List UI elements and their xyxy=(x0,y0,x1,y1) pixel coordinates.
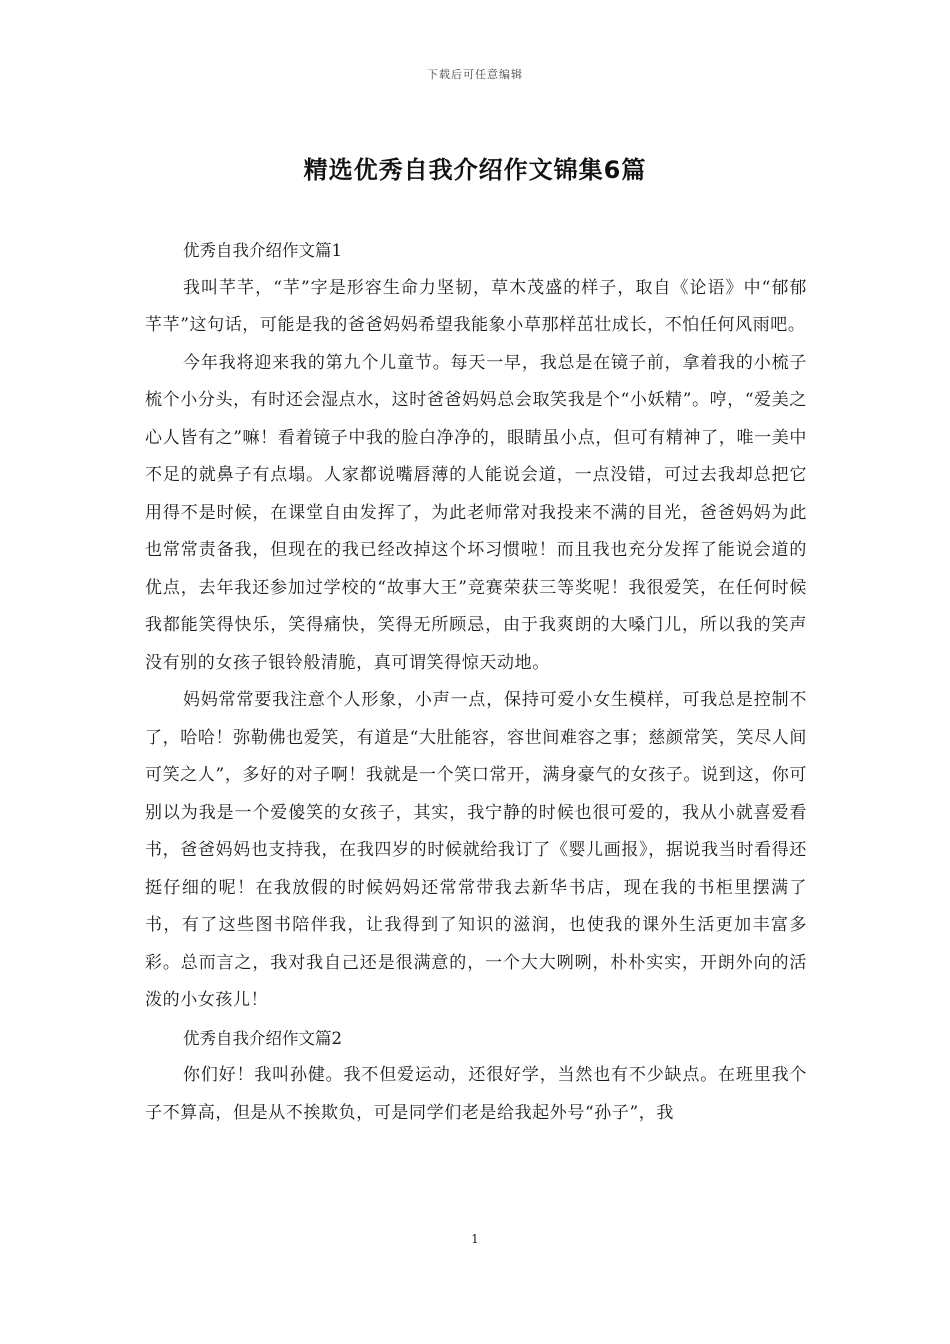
section-heading: 优秀自我介绍作文篇2 xyxy=(183,1028,342,1048)
document-title: 精选优秀自我介绍作文锦集6篇 xyxy=(303,156,647,184)
document-body xyxy=(145,232,807,1132)
paragraph: 你们好！我叫孙健。我不但爱运动，还很好学，当然也有不少缺点。在班里我个子不算高，但是从不挨欺负，可是同学们老是给我起外号“孙子”，我 xyxy=(145,1065,807,1123)
page-number: 1 xyxy=(471,1232,479,1246)
paragraph: 我叫芊芊，“芊”字是形容生命力坚韧，草木茂盛的样子，取自《论语》中“郁郁芊芊”这句话，可能是我的爸爸妈妈希望我能象小草那样茁壮成长，不怕任何风雨吧。 xyxy=(145,277,807,335)
section-heading: 优秀自我介绍作文篇1 xyxy=(183,241,342,260)
paragraph: 今年我将迎来我的第九个儿童节。每天一早，我总是在镜子前，拿着我的小梳子梳个小分头，有时还会湿点水，这时爸爸妈妈总会取笑我是个“小妖精”。哼，“爱美之心人皆有之”嘛！看着镜子中我的脸白净净的，眼睛虽小点，但可有精神了，唯一美中不足的就鼻子有点塌。人家都说嘴唇薄的人能说会道，一点没错，可过去我却总把它用得不是时候，在课堂自由发挥了，为此老师常对我投来不满的目光，爸爸妈妈为此也常常责备我，但现在的我已经改掉这个坏习惯啦！而且我也充分发挥了能说会道的优点，去年我还参加过学校的“故事大王”竞赛荣获三等奖呢！我很爱笑，在任何时候我都能笑得快乐，笑得痛快，笑得无所顾忌，由于我爽朗的大嗓门儿，所以我的笑声没有别的女孩子银铃般清脆，真可谓笑得惊天动地。 xyxy=(145,352,807,673)
paragraph: 妈妈常常要我注意个人形象，小声一点，保持可爱小女生模样，可我总是控制不了，哈哈！弥勒佛也爱笑，有道是“大肚能容，容世间难容之事；慈颜常笑，笑尽人间可笑之人”，多好的对子啊！我就是一个笑口常开，满身豪气的女孩子。说到这，你可别以为我是一个爱傻笑的女孩子，其实，我宁静的时候也很可爱的，我从小就喜爱看书，爸爸妈妈也支持我，在我四岁的时候就给我订了《婴儿画报》，据说我当时看得还挺仔细的呢！在我放假的时候妈妈还常常带我去新华书店，现在我的书柜里摆满了书，有了这些图书陪伴我，让我得到了知识的滋润，也使我的课外生活更加丰富多彩。总而言之，我对我自己还是很满意的，一个大大咧咧，朴朴实实，开朗外向的活泼的小女孩儿！ xyxy=(145,690,807,1010)
header-note: 下载后可任意编辑 xyxy=(427,68,523,81)
